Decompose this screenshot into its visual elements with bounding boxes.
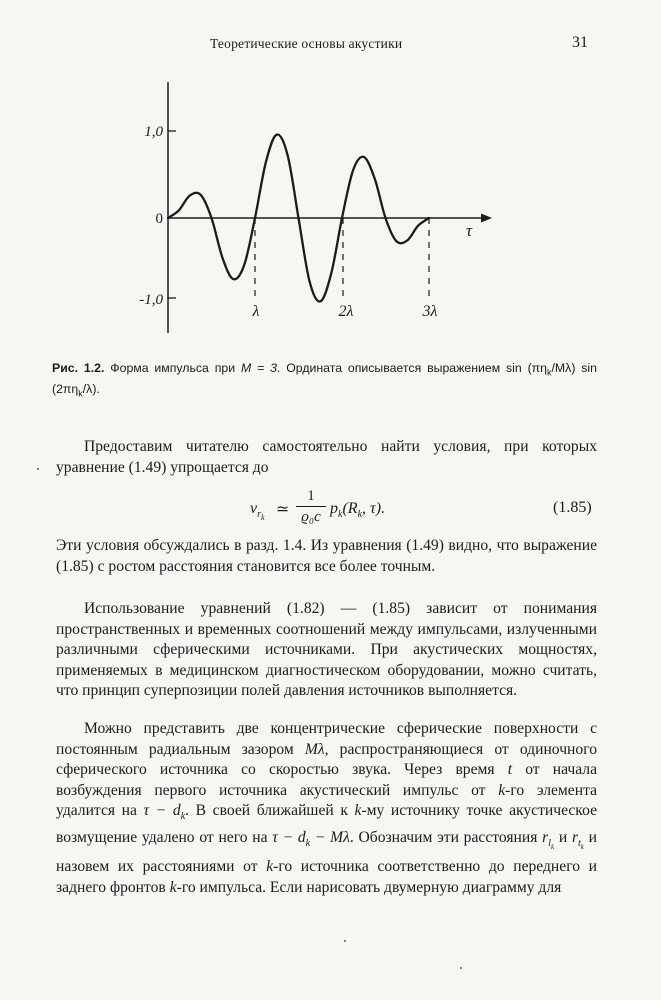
figure-caption xyxy=(52,360,597,403)
figure-label: Рис. 1.2. xyxy=(52,361,105,375)
x-tick-label-lambda: λ xyxy=(252,303,260,320)
page-number: 31 xyxy=(572,34,588,51)
paragraph-2: Эти условия обсуждались в разд. 1.4. Из уравнения (1.49) видно, что выражение (1.85) с ростом расстояния становится все более точным. xyxy=(56,537,597,575)
caption-text-2: . Ордината описывается выражением xyxy=(276,361,501,375)
equation-rhs: $p_k(R_k$, τ). xyxy=(330,500,386,521)
y-tick-label-minus-1: -1,0 xyxy=(139,292,163,308)
x-axis-arrowhead xyxy=(481,214,492,223)
equation-numerator: 1 xyxy=(307,488,315,504)
caption-expression: $\sin (\pi\eta_k/M\lambda)$ $\sin (2\pi\eta_k/\lambda)$. xyxy=(52,361,597,399)
print-speck xyxy=(344,940,346,942)
caption-math-m: M = 3 xyxy=(240,361,277,375)
print-speck xyxy=(460,967,462,969)
paragraph-3: Использование уравнений (1.82) — (1.85) зависит от понимания пространственных и временных соотношений между импульсами, излученными различными сферическими источниками. При акустических мощностях, применяемых в медицинском диагностическом оборудовании, можно считать, что принцип суперпозиции полей давления источников выполняется. xyxy=(56,600,597,699)
x-tick-label-2lambda: 2λ xyxy=(338,303,354,320)
equation-fraction xyxy=(296,488,326,525)
equation-number: (1.85) xyxy=(553,499,592,516)
running-head: Теоретические основы акустики xyxy=(210,36,403,51)
pulse-shape-figure xyxy=(0,0,661,350)
caption-text-1: Форма импульса при xyxy=(110,361,236,375)
x-axis-label: τ xyxy=(466,221,473,240)
paragraph-1: Предоставим читателю самостоятельно найти условия, при которых уравнение (1.49) упрощается до xyxy=(56,438,597,476)
equation-lhs: $v_{r_k}$ xyxy=(250,500,265,523)
paragraph-4: Можно представить две концентрические сферические поверхности с постоянным радиальным зазором Mλ, распространяющиеся от одиночного сферического источника со скоростью звука. Через время t от начала возбуждения первого источника акустический импульс от k-го элемента удалится на $\tau - d_k$. В своей ближайшей к k-му источнику точке акустическое возмущение удалено от него на $\tau - d_k - M\lambda$. Обозначим эти расстояния $r_{l_k}$ и $r_{t_k}$ и назовем их расстояниями от k-го источника соответственно до переднего и заднего фронтов k-го импульса. Если нарисовать двумерную диаграмму для xyxy=(56,720,598,896)
equation-1-85 xyxy=(0,488,661,538)
fraction-bar xyxy=(296,506,326,507)
print-speck xyxy=(37,468,39,470)
y-tick-label-1: 1,0 xyxy=(144,124,163,140)
x-tick-label-3lambda: 3λ xyxy=(422,303,438,320)
y-tick-label-0: 0 xyxy=(155,211,163,227)
equation-denominator: ϱ₀c xyxy=(301,509,321,525)
equation-approx-sign: ≃ xyxy=(276,501,290,518)
